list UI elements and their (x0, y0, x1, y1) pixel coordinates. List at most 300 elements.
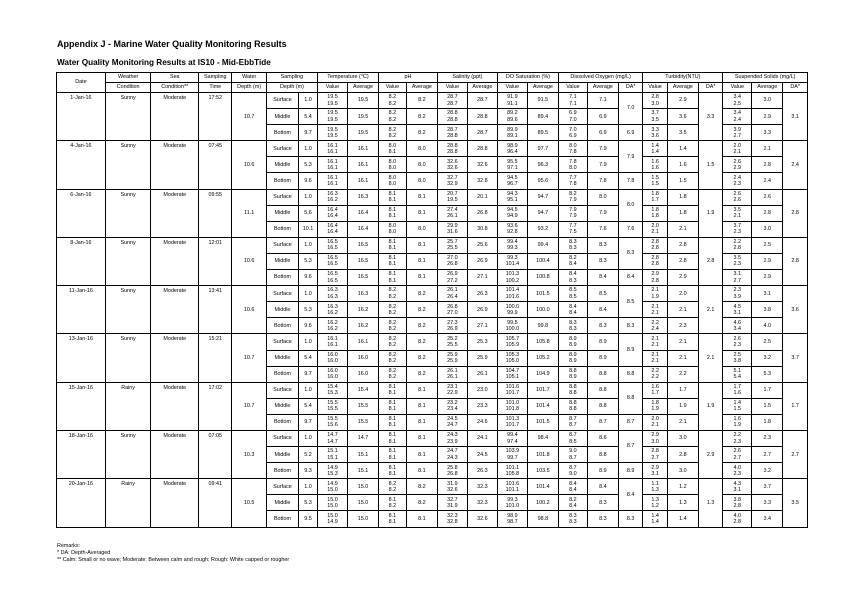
sea-condition-cell: Moderate (151, 189, 199, 237)
dissolved-oxygen-value-cell-reading-2: 8.7 (569, 422, 577, 429)
turbidity-value-cell-reading-2: 3.5 (651, 116, 659, 123)
dissolved-oxygen-value-cell-reading-1: 9.0 (569, 448, 577, 455)
turbidity-da-cell: 1.5 (698, 141, 722, 189)
turbidity-value-cell-reading-1: 1.8 (651, 400, 659, 407)
ph-value-cell-reading-2: 8.2 (388, 325, 397, 332)
temperature-average-cell: 14.7 (347, 430, 378, 446)
dissolved-oxygen-value-cell-reading-2: 8.9 (569, 374, 577, 381)
temperature-average-cell: 15.1 (347, 463, 378, 479)
water-depth-cell: 11.1 (232, 189, 266, 237)
date-cell: 15-Jan-16 (57, 382, 106, 430)
sampling-level-cell: Surface (266, 141, 298, 157)
do-saturation-value-cell (497, 237, 527, 253)
temperature-value-cell-reading-1: 16.0 (327, 367, 338, 374)
suspended-solids-value-cell-reading-1: 3.1 (733, 271, 742, 278)
do-saturation-value-cell-reading-2: 99.3 (507, 245, 518, 252)
temperature-value-cell (317, 109, 347, 125)
do-saturation-value-cell-reading-2: 92.8 (507, 229, 518, 236)
temperature-value-cell-reading-1: 16.1 (327, 158, 338, 165)
sea-condition-cell: Moderate (151, 141, 199, 189)
header-da: DA* (618, 83, 642, 93)
temperature-value-cell (317, 334, 347, 350)
temperature-value-cell-reading-2: 16.4 (327, 213, 338, 220)
temperature-value-cell (317, 398, 347, 414)
dissolved-oxygen-value-cell (558, 350, 587, 366)
dissolved-oxygen-value-cell-reading-1: 7.8 (569, 158, 577, 165)
do-saturation-value-cell-reading-2: 91.1 (507, 100, 518, 107)
suspended-solids-value-cell (723, 141, 752, 157)
temperature-value-cell-reading-2: 16.0 (327, 358, 338, 365)
temperature-value-cell (317, 463, 347, 479)
suspended-solids-average-cell: 1.7 (752, 382, 783, 398)
sampling-time-cell: 09:41 (199, 479, 232, 527)
table-row (57, 382, 808, 398)
salinity-value-cell-reading-1: 27.0 (447, 255, 458, 262)
do-saturation-value-cell (497, 334, 527, 350)
suspended-solids-value-cell (723, 479, 752, 495)
do-saturation-value-cell-reading-1: 95.5 (507, 158, 518, 165)
do-saturation-average-cell: 104.9 (527, 366, 558, 382)
salinity-value-cell (437, 157, 467, 173)
suspended-solids-average-cell: 3.0 (752, 93, 783, 109)
turbidity-da-cell: 2.9 (698, 430, 722, 478)
ph-value-cell-reading-1: 8.1 (388, 432, 397, 439)
header-date: Date (57, 73, 106, 93)
header-time: Time (199, 83, 232, 93)
ph-value-cell (379, 447, 407, 463)
remarks-note-da: * DA: Depth-Averaged (57, 550, 111, 557)
water-depth-cell: 10.6 (232, 141, 266, 189)
turbidity-da-cell: 2.1 (698, 286, 722, 334)
suspended-solids-value-cell (723, 173, 752, 189)
dissolved-oxygen-value-cell-reading-2: 8.3 (569, 325, 577, 332)
salinity-value-cell (437, 334, 467, 350)
salinity-value-cell-reading-2: 27.0 (447, 309, 458, 316)
suspended-solids-value-cell (723, 93, 752, 109)
dissolved-oxygen-value-cell-reading-2: 8.4 (569, 261, 577, 268)
ph-value-cell-reading-2: 8.0 (388, 181, 397, 188)
temperature-value-cell-reading-2: 16.1 (327, 164, 338, 171)
do-saturation-average-cell: 91.5 (527, 93, 558, 109)
turbidity-value-cell-reading-1: 1.8 (651, 190, 659, 197)
do-saturation-value-cell-reading-2: 89.1 (507, 132, 518, 139)
salinity-value-cell-reading-1: 25.8 (447, 464, 458, 471)
do-saturation-value-cell-reading-1: 99.4 (507, 239, 518, 246)
ph-value-cell (379, 125, 407, 141)
temperature-value-cell-reading-1: 16.1 (327, 174, 338, 181)
turbidity-value-cell (643, 463, 667, 479)
ph-value-cell-reading-2: 8.1 (388, 390, 397, 397)
temperature-average-cell: 16.5 (347, 270, 378, 286)
salinity-value-cell (437, 93, 467, 109)
ph-average-cell: 8.1 (406, 414, 437, 430)
salinity-average-cell: 32.6 (467, 511, 497, 527)
turbidity-value-cell-reading-2: 1.4 (651, 148, 659, 155)
dissolved-oxygen-average-cell: 8.9 (587, 334, 618, 350)
water-depth-cell: 10.5 (232, 479, 266, 527)
suspended-solids-average-cell: 5.3 (752, 366, 783, 382)
dissolved-oxygen-value-cell-reading-2: 7.9 (569, 213, 577, 220)
do-saturation-value-cell-reading-2: 101.8 (505, 406, 520, 413)
salinity-average-cell: 24.5 (467, 447, 497, 463)
do-saturation-value-cell (497, 253, 527, 269)
ph-value-cell-reading-1: 8.1 (388, 512, 397, 519)
ph-value-cell-reading-1: 8.1 (388, 271, 397, 278)
do-saturation-value-cell (497, 205, 527, 221)
temperature-value-cell-reading-1: 15.5 (327, 400, 338, 407)
do-saturation-average-cell: 101.8 (527, 447, 558, 463)
turbidity-value-cell (643, 173, 667, 189)
do-saturation-value-cell (497, 463, 527, 479)
ph-value-cell (379, 398, 407, 414)
do-saturation-value-cell (497, 350, 527, 366)
dissolved-oxygen-da-cell: 8.9 (618, 334, 642, 366)
ph-average-cell: 8.0 (406, 173, 437, 189)
temperature-average-cell: 16.5 (347, 253, 378, 269)
ph-average-cell: 8.1 (406, 189, 437, 205)
temperature-value-cell-reading-1: 14.7 (327, 432, 338, 439)
turbidity-average-cell: 1.5 (667, 173, 698, 189)
sea-condition-cell: Moderate (151, 334, 199, 382)
turbidity-value-cell-reading-2: 1.9 (651, 406, 659, 413)
temperature-value-cell (317, 479, 347, 495)
suspended-solids-value-cell-reading-2: 1.9 (733, 422, 742, 429)
dissolved-oxygen-value-cell (558, 430, 587, 446)
date-cell: 1-Jan-16 (57, 93, 106, 141)
weather-cell: Sunny (105, 334, 151, 382)
header-sampling-group: Sampling (266, 73, 317, 83)
salinity-value-cell-reading-1: 20.7 (447, 190, 458, 197)
salinity-value-cell-reading-1: 26.1 (447, 367, 458, 374)
sampling-depth-cell: 1.0 (299, 382, 318, 398)
temperature-value-cell-reading-1: 15.5 (327, 416, 338, 423)
water-depth-cell: 10.6 (232, 237, 266, 285)
ph-value-cell-reading-2: 8.0 (388, 164, 397, 171)
turbidity-value-cell-reading-1: 1.3 (651, 496, 659, 503)
turbidity-average-cell: 2.8 (667, 447, 698, 463)
suspended-solids-value-cell-reading-2: 2.3 (733, 470, 742, 477)
suspended-solids-value-cell-reading-2: 3.9 (733, 293, 742, 300)
do-saturation-value-cell (497, 447, 527, 463)
salinity-average-cell: 26.9 (467, 253, 497, 269)
temperature-value-cell-reading-2: 16.5 (327, 261, 338, 268)
ph-average-cell: 8.1 (406, 205, 437, 221)
turbidity-value-cell (643, 398, 667, 414)
ph-average-cell: 8.0 (406, 221, 437, 237)
turbidity-value-cell-reading-2: 3.0 (651, 438, 659, 445)
dissolved-oxygen-value-cell (558, 366, 587, 382)
header-da: DA* (783, 83, 808, 93)
do-saturation-average-cell: 105.2 (527, 350, 558, 366)
salinity-value-cell (437, 414, 467, 430)
temperature-average-cell: 16.1 (347, 334, 378, 350)
salinity-value-cell-reading-1: 28.7 (447, 126, 458, 133)
dissolved-oxygen-value-cell-reading-2: 8.5 (569, 293, 577, 300)
weather-cell: Sunny (105, 430, 151, 478)
salinity-value-cell-reading-1: 24.3 (447, 432, 458, 439)
suspended-solids-average-cell: 3.2 (752, 350, 783, 366)
ph-value-cell-reading-2: 8.1 (388, 518, 397, 525)
turbidity-average-cell: 2.1 (667, 221, 698, 237)
do-saturation-value-cell (497, 93, 527, 109)
header-suspended-solids: Suspended Solids (mg/L) (723, 73, 808, 83)
sampling-depth-cell: 9.5 (299, 511, 318, 527)
suspended-solids-da-cell: 2.8 (783, 237, 808, 285)
table-row (57, 286, 808, 302)
turbidity-da-cell: 1.9 (698, 189, 722, 237)
salinity-value-cell-reading-1: 27.4 (447, 207, 458, 213)
sampling-time-cell: 15:21 (199, 334, 232, 382)
temperature-value-cell (317, 350, 347, 366)
ph-value-cell (379, 286, 407, 302)
temperature-average-cell: 16.1 (347, 173, 378, 189)
suspended-solids-value-cell-reading-1: 2.2 (733, 432, 742, 439)
sampling-level-cell: Middle (266, 109, 298, 125)
ph-average-cell: 8.1 (406, 511, 437, 527)
suspended-solids-value-cell-reading-1: 1.6 (733, 416, 742, 423)
do-saturation-value-cell (497, 157, 527, 173)
suspended-solids-value-cell-reading-1: 4.3 (733, 480, 742, 487)
ph-value-cell-reading-1: 8.2 (388, 94, 397, 101)
salinity-value-cell-reading-2: 27.2 (447, 277, 458, 284)
ph-value-cell-reading-2: 8.1 (388, 261, 397, 268)
ph-value-cell (379, 173, 407, 189)
ph-value-cell (379, 253, 407, 269)
suspended-solids-value-cell (723, 382, 752, 398)
dissolved-oxygen-bottom-da-cell: 7.6 (618, 221, 642, 237)
dissolved-oxygen-value-cell (558, 414, 587, 430)
temperature-average-cell: 19.5 (347, 93, 378, 109)
do-saturation-value-cell-reading-1: 100.0 (505, 303, 520, 310)
salinity-value-cell (437, 253, 467, 269)
table-row (57, 237, 808, 253)
ph-average-cell: 8.2 (406, 302, 437, 318)
temperature-average-cell: 16.0 (347, 366, 378, 382)
date-cell: 4-Jan-16 (57, 141, 106, 189)
dissolved-oxygen-value-cell (558, 334, 587, 350)
dissolved-oxygen-value-cell (558, 270, 587, 286)
sampling-level-cell: Surface (266, 286, 298, 302)
salinity-value-cell (437, 205, 467, 221)
dissolved-oxygen-average-cell: 8.3 (587, 253, 618, 269)
do-saturation-average-cell: 100.8 (527, 270, 558, 286)
salinity-value-cell-reading-2: 32.9 (447, 181, 458, 188)
do-saturation-value-cell-reading-2: 99.9 (507, 309, 518, 316)
ph-value-cell (379, 495, 407, 511)
do-saturation-value-cell-reading-1: 105.3 (505, 351, 520, 358)
temperature-value-cell-reading-1: 16.1 (327, 142, 338, 149)
temperature-value-cell-reading-1: 15.1 (327, 448, 338, 455)
ph-value-cell (379, 237, 407, 253)
suspended-solids-value-cell-reading-1: 2.5 (733, 351, 742, 358)
salinity-value-cell-reading-1: 24.7 (447, 448, 458, 455)
header-depth-m: Depth (m) (232, 83, 266, 93)
do-saturation-average-cell: 100.0 (527, 302, 558, 318)
temperature-average-cell: 16.5 (347, 237, 378, 253)
turbidity-value-cell-reading-2: 2.8 (651, 245, 659, 252)
suspended-solids-value-cell (723, 189, 752, 205)
temperature-value-cell (317, 93, 347, 109)
dissolved-oxygen-da-cell: 8.7 (618, 430, 642, 462)
do-saturation-value-cell (497, 398, 527, 414)
ph-value-cell (379, 302, 407, 318)
turbidity-value-cell (643, 286, 667, 302)
salinity-value-cell-reading-1: 25.9 (447, 351, 458, 358)
ph-average-cell: 8.2 (406, 318, 437, 334)
table-row (57, 479, 808, 495)
turbidity-average-cell: 1.4 (667, 141, 698, 157)
do-saturation-value-cell-reading-2: 101.1 (505, 486, 520, 493)
do-saturation-value-cell-reading-2: 97.1 (507, 164, 518, 171)
ph-value-cell (379, 141, 407, 157)
ph-value-cell (379, 366, 407, 382)
salinity-value-cell (437, 398, 467, 414)
ph-value-cell (379, 189, 407, 205)
suspended-solids-value-cell-reading-2: 2.3 (733, 438, 742, 445)
sea-condition-cell: Moderate (151, 286, 199, 334)
do-saturation-average-cell: 101.5 (527, 286, 558, 302)
suspended-solids-value-cell (723, 205, 752, 221)
dissolved-oxygen-da-cell: 7.9 (618, 141, 642, 173)
dissolved-oxygen-value-cell-reading-2: 8.4 (569, 502, 577, 509)
temperature-value-cell (317, 382, 347, 398)
dissolved-oxygen-value-cell-reading-1: 8.8 (569, 400, 577, 407)
dissolved-oxygen-value-cell-reading-1: 8.7 (569, 432, 577, 439)
sampling-depth-cell: 1.0 (299, 334, 318, 350)
do-saturation-value-cell-reading-2: 101.7 (505, 390, 520, 397)
sampling-depth-cell: 9.6 (299, 318, 318, 334)
do-saturation-average-cell: 105.8 (527, 334, 558, 350)
temperature-value-cell (317, 237, 347, 253)
ph-average-cell: 8.1 (406, 430, 437, 446)
suspended-solids-da-cell: 3.1 (783, 93, 808, 141)
suspended-solids-average-cell: 3.3 (752, 495, 783, 511)
salinity-value-cell-reading-2: 22.9 (447, 390, 458, 397)
temperature-value-cell (317, 286, 347, 302)
temperature-value-cell-reading-2: 19.5 (327, 132, 338, 139)
do-saturation-value-cell (497, 221, 527, 237)
salinity-average-cell: 32.3 (467, 479, 497, 495)
do-saturation-value-cell-reading-1: 101.6 (505, 480, 520, 487)
do-saturation-average-cell: 98.4 (527, 430, 558, 446)
dissolved-oxygen-average-cell: 7.9 (587, 205, 618, 221)
dissolved-oxygen-average-cell: 8.8 (587, 447, 618, 463)
salinity-value-cell-reading-1: 32.6 (447, 158, 458, 165)
weather-cell: Rainy (105, 479, 151, 527)
dissolved-oxygen-value-cell-reading-1: 8.4 (569, 303, 577, 310)
salinity-average-cell: 28.8 (467, 141, 497, 157)
header-row-2 (57, 83, 808, 93)
suspended-solids-average-cell: 1.8 (752, 414, 783, 430)
dissolved-oxygen-da-cell: 8.5 (618, 286, 642, 318)
temperature-value-cell-reading-2: 15.5 (327, 406, 338, 413)
do-saturation-value-cell-reading-1: 104.7 (505, 367, 520, 374)
ph-value-cell-reading-1: 8.0 (388, 223, 397, 230)
ph-value-cell (379, 350, 407, 366)
sea-condition-cell: Moderate (151, 93, 199, 141)
turbidity-da-cell: 3.3 (698, 93, 722, 141)
table-body (57, 93, 808, 528)
suspended-solids-value-cell-reading-1: 1.4 (733, 400, 742, 407)
date-cell: 20-Jan-16 (57, 479, 106, 527)
date-cell: 11-Jan-16 (57, 286, 106, 334)
sampling-level-cell: Middle (266, 495, 298, 511)
ph-value-cell-reading-2: 8.2 (388, 293, 397, 300)
suspended-solids-value-cell-reading-1: 4.0 (733, 512, 742, 519)
ph-value-cell-reading-1: 8.2 (388, 126, 397, 133)
turbidity-average-cell: 2.8 (667, 237, 698, 253)
suspended-solids-da-cell: 1.7 (783, 382, 808, 430)
ph-value-cell (379, 511, 407, 527)
turbidity-average-cell: 3.0 (667, 463, 698, 479)
dissolved-oxygen-value-cell (558, 382, 587, 398)
suspended-solids-average-cell: 2.8 (752, 205, 783, 221)
sampling-depth-cell: 1.0 (299, 189, 318, 205)
turbidity-value-cell (643, 270, 667, 286)
dissolved-oxygen-value-cell-reading-1: 8.3 (569, 239, 577, 246)
dissolved-oxygen-bottom-da-cell: 8.7 (618, 414, 642, 430)
ph-value-cell-reading-1: 8.2 (388, 351, 397, 358)
suspended-solids-value-cell-reading-2: 2.1 (733, 213, 742, 220)
dissolved-oxygen-value-cell-reading-2: 8.5 (569, 438, 577, 445)
ph-value-cell-reading-2: 8.2 (388, 502, 397, 509)
suspended-solids-value-cell-reading-1: 2.2 (733, 239, 742, 246)
ph-value-cell (379, 479, 407, 495)
header-ph: pH (379, 73, 438, 83)
turbidity-value-cell (643, 221, 667, 237)
ph-average-cell: 8.1 (406, 237, 437, 253)
turbidity-value-cell-reading-1: 1.1 (651, 480, 659, 487)
dissolved-oxygen-average-cell: 6.9 (587, 125, 618, 141)
ph-average-cell: 8.2 (406, 350, 437, 366)
salinity-value-cell (437, 237, 467, 253)
dissolved-oxygen-bottom-da-cell: 8.3 (618, 318, 642, 334)
ph-value-cell-reading-2: 8.2 (388, 341, 397, 348)
dissolved-oxygen-value-cell-reading-2: 7.5 (569, 229, 577, 236)
temperature-value-cell-reading-2: 16.2 (327, 309, 338, 316)
dissolved-oxygen-value-cell-reading-2: 8.8 (569, 390, 577, 397)
suspended-solids-value-cell-reading-2: 2.3 (733, 341, 742, 348)
turbidity-average-cell: 1.8 (667, 189, 698, 205)
table-subtitle: Water Quality Monitoring Results at IS10 - Mid-EbbTide (57, 58, 271, 67)
date-cell: 8-Jan-16 (57, 237, 106, 285)
ph-average-cell: 8.2 (406, 109, 437, 125)
salinity-average-cell: 28.7 (467, 93, 497, 109)
ph-value-cell-reading-1: 8.1 (388, 416, 397, 423)
salinity-average-cell: 23.3 (467, 398, 497, 414)
suspended-solids-value-cell-reading-2: 2.8 (733, 518, 742, 525)
dissolved-oxygen-value-cell-reading-1: 8.7 (569, 464, 577, 471)
turbidity-value-cell-reading-1: 3.7 (651, 110, 659, 117)
sampling-level-cell: Bottom (266, 318, 298, 334)
salinity-value-cell (437, 430, 467, 446)
header-value: Value (317, 83, 347, 93)
temperature-value-cell-reading-1: 16.3 (327, 287, 338, 294)
salinity-average-cell: 32.6 (467, 157, 497, 173)
header-value: Value (558, 83, 587, 93)
suspended-solids-average-cell: 1.5 (752, 398, 783, 414)
suspended-solids-value-cell-reading-2: 2.9 (733, 164, 742, 171)
header-temperature: Temperature (°C) (317, 73, 378, 83)
do-saturation-value-cell-reading-1: 99.3 (507, 255, 518, 262)
turbidity-value-cell-reading-2: 2.1 (651, 358, 659, 365)
temperature-value-cell (317, 189, 347, 205)
temperature-value-cell-reading-1: 14.9 (327, 480, 338, 487)
sampling-depth-cell: 5.4 (299, 109, 318, 125)
salinity-average-cell: 26.3 (467, 463, 497, 479)
ph-value-cell (379, 463, 407, 479)
dissolved-oxygen-value-cell (558, 189, 587, 205)
